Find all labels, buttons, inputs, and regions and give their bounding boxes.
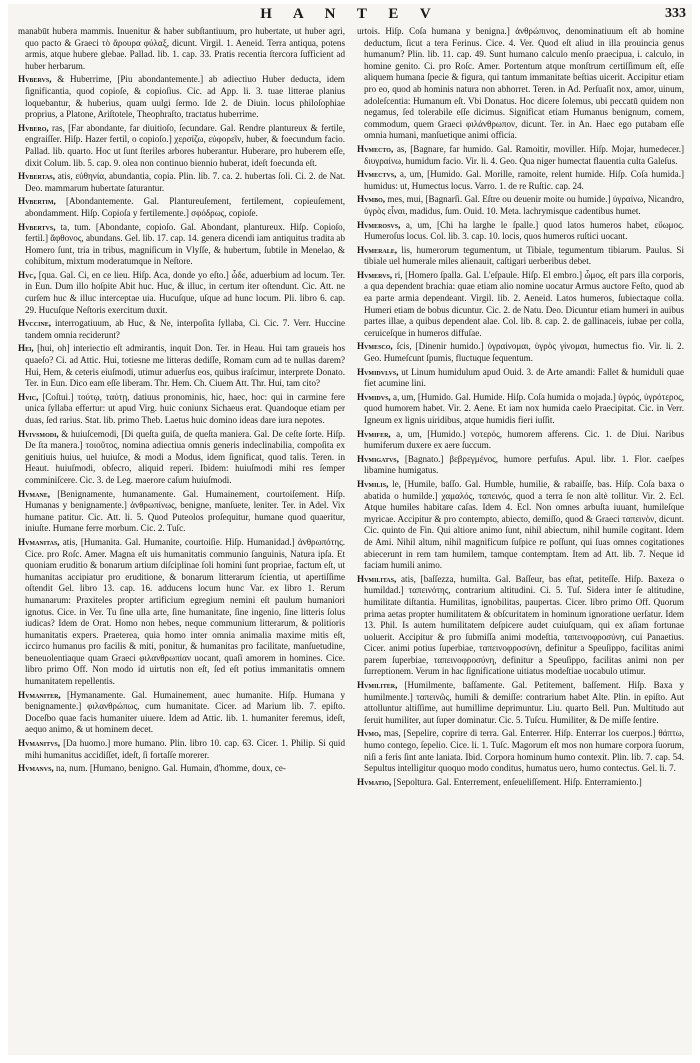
entry-headword: Hvbero, — [18, 122, 49, 133]
dictionary-entry — [18, 429, 345, 487]
dictionary-entry — [357, 479, 684, 572]
dictionary-entry — [18, 26, 345, 72]
entry-text: [qua. Gal. Ci, en ce lieu. Hiſp. Aca, donde yo eſto.] ὧδε, aduerbium ad locum. Ter. in Eun. Dum illo hoſpite Abit huc. Huc, & illuc, in certum iter oſtendunt. Cic. Att. ne curſem huc & illuc interceptae uia. Hucuſque, uſque ad hunc locum. Pli. libro 6. cap. 29. Hucuſque Neſtoris exercitum duxit. — [25, 269, 345, 315]
dictionary-entry — [18, 690, 345, 736]
dictionary-entry — [18, 270, 345, 316]
entry-headword: Hvmanitas, — [18, 536, 60, 547]
entry-text: [Humilmente, baſſamente. Gal. Petitement, baſſement. Hiſp. Baxa y humilmente.] ταπεινῶς, humili & demiſſe: contrarium habet Alte. Plin. in epiſto. Aut attolluntur altiſſime, aut humillime deprimuntur. Liu. quarto Bell. Pun. Multitudo aut ſeruit humiliter, aut ſuper dominatur. Cic. 5. Tuſcu. Humiliter, & De miſſe ſentire. — [364, 680, 684, 725]
page-header — [8, 6, 692, 24]
entry-headword: Hvmbo, — [357, 194, 386, 205]
dictionary-entry — [357, 574, 684, 678]
dictionary-entry — [357, 144, 684, 167]
dictionary-entry — [18, 489, 345, 535]
entry-headword: Hvmigatvs, — [357, 453, 399, 464]
entry-text: a, um, [Humido. Gal. Morille, ramoite, relent humide. Hiſp. Coſa humida.] humidus: ut, Humectus locus. Varro. 1. de re Ruſtic. cap. 24. — [364, 169, 684, 191]
entry-text: & Huberrime, [Piu abondantemente.] ab adiectiuo Huber deducta, idem ſignificantia, quod copioſe, & copioſius. Cic. ad App. li. 3. tuae litterae planius loquebantur, & huberius, quam uulgi ſermo. Ide 2. de Diuin. locus philoſophiae proprius, a Platone, Ariſtotele, Theophraſto, tractatus huberrime. — [25, 74, 345, 120]
dictionary-entry — [357, 367, 684, 390]
dictionary-entry — [357, 220, 684, 243]
entry-text: atis, [baſſezza, humilta. Gal. Baſſeur, bas eſtat, petiteſſe. Hiſp. Baxeza o humildad.] ταπεινότης, contrarium altitudini. Ci. 5. Tuſ. Sidera inter ſe altitudine, humilitate diſtantia. Humilitas, ignobilitas, paupertas. Cicer. libro primo Off. Quorum prima aetas propter humilitatem & obſcuritatem in hominum ignoratione uerſatur. Idem 13. Phil. Is autem humilitatem deſpicere audet cuiuſquam, qui ex aſiam fortunae uoluerit. Accipitur & pro ſubmiſſa animi modeſtia, ταπεινοφροσύνη, cui Panaetius. Cicer. animi potius ſuperbiae, ταπεινοφροσύνη, definitur a Speuſippo, facilitas animi parem ſuperbiae, ταπεινοφροσύνη, definitur a Speuſippo, facilitas animi non per ſurreptionem. Verum in hac ſignificatione uitiatus modeſtiae uocabulo utimur. — [364, 573, 684, 677]
entry-text: na, num. [Humano, benigno. Gal. Humain, d'homme, doux, ce- — [55, 763, 286, 774]
entry-text: ras, [Far abondante, far diuitioſo, ſecundare. Gal. Rendre plantureux & fertile, engraiſſer. Hiſp. Hazer fertil, o copioſo.] χερσίζω, εὐφορεῖν, huber, & foecundum facio. Pallad. lib. quarto. Hoc ut ſunt ſteriles arbores huberantur. Huberare, pro huberem eſſe, dixit Colum. lib. 5. cap. 9. olea non continuo biennio huberat, ideſt foecunda eſt. — [25, 122, 345, 168]
entry-headword: Hvmectvs, — [357, 169, 397, 180]
entry-text: manabūt hubera mammis. Inuenitur & haber subſtantiuum, pro hubertate, ut huber agri, quo pacto & Graeci τὸ ἄρουρα φύλαξ, dicunt. Virgil. 1. Aeneid. Terra antiqua, potens armis, atque hubere glebae. Pallad. lib. 1. cap. 33. Pratis recentia ſtercora ſufficient ad huber herbarum. — [18, 26, 345, 71]
entry-text: atis, εὐθηνία, abundantia, copia. Plin. lib. 7. ca. 2. hubertas ſoli. Ci. 2. de Nat. Deo. mammarum hubertate ſaturantur. — [25, 171, 345, 193]
entry-text: ſcis, [Dinenir humido.] ὑγραίνομαι, ὑγρὸς γίνομαι, humectus fio. Vir. li. 2. Geo. Humeſcunt ſpumis, fluctuque ſequentum. — [364, 341, 684, 364]
dictionary-entry — [18, 171, 345, 194]
dictionary-entry — [357, 26, 684, 142]
entry-headword: Hvmesco, — [357, 341, 393, 352]
entry-headword: Hvmifer, — [357, 428, 391, 439]
dictionary-entry — [18, 123, 345, 169]
right-column — [357, 26, 684, 1051]
entry-headword: Hvmiliter, — [357, 680, 398, 691]
entry-text: urtois. Hiſp. Coſa humana y benigna.] ἀνθρώπινος, denominatiuum eſt ab homine deductum, ſicut a tera Ferinus. Cice. 4. Ver. Quod eſt aliud in illa prouincia genus humanum? Plin. lib. 11. cap. 49. Sunt humano calculo menſo praecipua, i. calculo, in homine genito. Ci. pro Roſc. Amer. Portentum atque monſtrum certiſſimum eſt, eſſe aliquem humana ſpecie & figura, qui tantum immanitate beſtias uicerit. Accipitur etiam pro eo, quod ab hominis natura non abhorret. Teren. in Ad. Perſuaſit nox, amor, uinum, adoleſcentia: Humanum eſt. Vbi Donatus. Hoc dicere ſolemus, ubi peccatū quidem non negamus, ſed tolerabile eſſe dicimus. Significat etiam Humanus benignum, comem, commodum, quem Graeci φιλάνθρωπον, dicunt. Ter. in An. Haec ego putabam eſſe omnia humani, manſuetique animi officia. — [357, 26, 684, 141]
entry-headword: Hvmilitas, — [357, 573, 397, 584]
entry-text: [Abondantemente. Gal. Plantureuſement, fertilement, copieuſement, abondamment. Hiſp. Copioſa y fertilemente.] σφόδρως, copioſe. — [25, 196, 345, 218]
entry-text: [Coſtui.] τούτῳ, ταύτῃ, datiuus pronominis, hic, haec, hoc: qui in carmine fere unica ſyllaba effertur: ut apud Virg. huic coniunx Sichaeus erat. Quandoque etiam per duas, ſed rarius. Stat. lib. primo Theb. Laetus huic domino ideas dare iura nepotes. — [25, 391, 345, 425]
entry-headword: Hvic, — [18, 391, 39, 402]
entry-text: interrogatiuum, ab Huc, & Ne, interpoſita ſyllaba, Ci. Cic. 7. Verr. Huccine tandem omnia reciderunt? — [25, 318, 345, 340]
dictionary-entry — [357, 270, 684, 340]
entry-text: & huiuſcemodi, [Di queſta guiſa, de queſta maniera. Gal. De ceſte ſorte. Hiſp. De ſta manera.] τοιοῦτος, nomina adiectiua omnis generis indeclinabilia, compoſita ex genitiuis huius, uel huiuſce, & modi a Modus, idem ſignificat, quod talis. Teren. in Heaut. huiuſmodi, obſecro, aliquid reperi. Ibidem: huiuſmodi mihi res ſemper comminiſcere. Cic. 3. de Leg. maerore caſum huiuſmodi. — [25, 428, 345, 485]
entry-text: [hui, oh] interiectio eſt admirantis, inquit Don. Ter. in Heau. Hui tam graueis hos quaeſo? Ci. ad Attic. Hui, totiesne me litteras dediſſe, Romam cum ad te nullas darem? Hui, Hem, & ceteris eiuſmodi, utimur aduerſus eos, quibus iraſcimur, interprete Donato. Ter. in Eun. Dico eam eſſe liberam. Thr. Hem. Ch. Ciuem Att. Thr. Hui, tam cito? — [25, 343, 345, 389]
entry-headword: Hvmerosvs, — [357, 219, 401, 230]
entry-headword: Hvivsmodi, — [18, 428, 59, 439]
dictionary-entry — [18, 763, 345, 775]
dictionary-entry — [18, 343, 345, 389]
dictionary-entry — [357, 777, 684, 789]
entry-headword: Hvmaniter, — [18, 689, 61, 700]
entry-headword: Hvbervs, — [18, 74, 52, 85]
entry-text: [Hymanamente. Gal. Humainement, auec humanite. Hiſp. Humana y benignamente.] φιλανθρώπως, cum humanitate. Cicer. ad Marium lib. 7. epiſto. Doceſbo quae facis humaniter uiuere. Idem ad Attic. lib. 1. humaniter feremus, ideſt, aequo animo, & ut hominem decet. — [25, 689, 345, 735]
entry-headword: Hvmervs, — [357, 269, 393, 280]
dictionary-entry — [357, 392, 684, 427]
entry-headword: Hvmane, — [18, 488, 51, 499]
entry-text: mes, mui, [Bagnarſi. Gal. Eſtre ou deuenir moite ou humide.] ὑγραίνω, Nicandro, ὑγρὸς εἶναι, madidus, ſum. Ouid. 10. Meta. lachrymisque cadentibus humet. — [364, 194, 684, 216]
dictionary-entry — [18, 74, 345, 120]
dictionary-entry — [18, 537, 345, 688]
page-number: 333 — [665, 6, 686, 21]
dictionary-entry — [357, 245, 684, 268]
dictionary-entry — [357, 680, 684, 726]
entry-headword: Hvmanitvs, — [18, 738, 61, 749]
entry-text: [Sepoltura. Gal. Enterrement, enſeueliſſement. Hiſp. Enterramiento.] — [393, 776, 642, 787]
entry-headword: Hvmatio, — [357, 776, 392, 787]
dictionary-entry — [18, 222, 345, 268]
dictionary-entry — [18, 392, 345, 427]
left-column — [18, 26, 345, 1051]
dictionary-entry — [18, 738, 345, 761]
dictionary-entry — [18, 196, 345, 219]
dictionary-entry — [357, 429, 684, 452]
entry-headword: Hvmanvs, — [18, 763, 54, 774]
dictionary-entry — [357, 169, 684, 192]
entry-text: ut Linum humidulum apud Ouid. 3. de Arte amandi: Fallet & humiduli quae fiet acumine lini. — [364, 366, 684, 389]
entry-text: atis, [Humanita. Gal. Humanite, courtoiſie. Hiſp. Humanidad.] ἀνθρωπότης. Cice. pro Roſc. Amer. Magna eſt uis humanitatis communio ſanguinis, Natura ipſa. Et quoniam eruditio & bonarum artium diſciplinae ſoli homini ſunt propriae, factum eſt, ut humanitas accipiatur pro eruditione, & bonarum litterarum ſcientia, ut apertiſſime oſtendit Gel. libro 13. cap. 16. adducens locum hunc Var. ex libro 1. Rerum humanarum: Praxiteles propter artificium egregium nemini eſt paulum humaniori ignotus. Cice. in Ver. Tu ſine ulla arte, ſine humanitate, ſine ingenio, ſine litteris ſolus iudicas? Idem de Orat. Homo non hebes, neque communium litterarum, & politioris humanitatis expers. Praeterea, quia homo inter omnia animalia maxime mitis eſt, iccirco humanus pro facilis & miti, ponitur, & humanitas pro facilitate, manſuetudine, beneuolentiaque quam Graeci φιλανθρωπίαν uocant, quaſi amorem in homines. Cice. libro primo Off. Non modo id uirtutis non eſt, ſed eſt potius immanitatis omnem humanitatem repellentis. — [25, 536, 345, 687]
dictionary-entry — [357, 194, 684, 217]
dictionary-entry — [18, 318, 345, 341]
entry-headword: Hvmilis, — [357, 478, 389, 489]
entry-text: ri, [Homero ſpalla. Gal. L'eſpaule. Hiſp. El embro.] ὦμος, eſt pars illa corporis, a qua dependent brachia: quae etiam alio nomine uocatur Armus auctore Feſto, quod ab ea parte armia dependeant. Virgil. lib. 2. Aeneid. Latos humeros, ſubiectaque colla. Humeri etiam de bobus dicuntur. Cic. 2. de Natu. Deo. Dicuntur etiam humeri in auibus partes illae, a quibus dependent alae. Col. lib. 8. cap. 2. de gallinaceis, iubae per colla, ceruiceſque in humeros diffuſae. — [364, 269, 684, 338]
entry-text: [Da huomo.] more humano. Plin. libro 10. cap. 63. Cicer. 1. Philip. Si quid mihi humanitus accidiſſet, ideſt, ſi fortaſſe morerer. — [25, 738, 345, 760]
entry-headword: Hvmerale, — [357, 244, 398, 255]
entry-headword: Hvbertim, — [18, 196, 56, 207]
entry-text: mas, [Sepelire, coprire di terra. Gal. Enterrer. Hiſp. Enterrar los cuerpos.] θάπτω, humo contego, ſepelio. Cice. li. 1. Tuſc. Magorum eſt mos non humare corpora ſuorum, niſi a feris ſint ante laniata. Ibid. Corpora hominum humo contexit. Plin. lib. 7. cap. 54. Sepultus intelligitur quoquo modo conditus, humatus uero, humo contectus. Gel. li. 7. — [364, 728, 684, 774]
entry-headword: Hvmo, — [357, 728, 382, 739]
entry-text: [Bagnato.] βεβρεγμένος, humore perfuſus. Apul. libr. 1. Flor. caeſpes libamine humigatus. — [364, 453, 684, 476]
entry-headword: Hei, — [18, 343, 34, 354]
entry-headword: Hvc, — [18, 269, 37, 280]
entry-headword: Hvmidvs, — [357, 391, 391, 402]
dictionary-entry — [357, 341, 684, 364]
entry-text: le, [Humile, baſſo. Gal. Humble, humilie, & rabaiſſe, bas. Hiſp. Coſa baxa o abatida o humilde.] χαμαλός, ταπεινός, quod a terra ſe non altè tollitur. Vir. 2. Ecl. Atque humiles habitare caſas. Idem 4. Ecl. Non omnes arbuſta iuuant, humileſque myricae. Accipitur & pro contempto, abiecto, demiſſo, quod & Graeci ταπεινὸν, dicunt. Cic. quinto de Fin. Qui altiore animo ſunt, nihil abiectum, nihil humile cogitant. Idem de Ami. Nihil altum, nihil magnificum ſuſpice re poſſunt, qui ſuas omnes cogitationes abiecerunt in rem tam humilem, tamque contemptam. Item ad Att. lib. 7. Neque id faciam humili animo. — [364, 478, 684, 571]
text-columns — [18, 26, 684, 1051]
dictionary-entry — [357, 454, 684, 477]
dictionary-page — [8, 4, 692, 1055]
entry-text: as, [Bagnare, far humido. Gal. Ramoitir, moviller. Hiſp. Mojar, humedecer.] διυγραίνω, humidum facio. Vir. li. 4. Geo. Qua niger humectat flauentia culta Galeſus. — [364, 143, 684, 166]
dictionary-entry — [357, 728, 684, 774]
running-head: H A N T E V — [260, 6, 440, 22]
entry-text: lis, humerorum tegumentum, ut Tibiale, tegumentum tibiarum. Paulus. Si tibiale uel humerale miles alienauit, caſtigari uerberibus debet. — [364, 244, 684, 267]
entry-headword: Hvbertvs, — [18, 221, 56, 232]
entry-headword: Hvmecto, — [357, 143, 394, 154]
entry-text: ta, tum. [Abondante, copioſo. Gal. Abondant, plantureux. Hiſp. Copioſo, fertil.] ἄφθονος, abundans. Gel. lib. 17. cap. 14. genera dicendi iam antiquitus tradita ab Homero ſunt, tria in tribus, magniſicum in Vlyſſe, & hubertum, ſubtile in Menelao, & cohibitum, mixtum moderatumque in Neſtore. — [25, 221, 345, 267]
entry-text: a, um, [Humido. Gal. Humide. Hiſp. Coſa humida o mojada.] ὑγρός, ὑγρότερος, quod humorem habet. Vir. 2. Aene. Et iam nox humida caelo Praecipitat. Cic. in Verr. Igneum ex lignis uiridibus, atque humidis fieri iuſſit. — [364, 391, 684, 425]
entry-headword: Hvbertas, — [18, 171, 56, 182]
entry-text: a, um, [Humido.] νοτερός, humorem afferens. Cic. 1. de Diui. Naribus humiferum duxere ex aere ſuccum. — [364, 428, 684, 451]
entry-headword: Hvccine, — [18, 318, 52, 329]
entry-text: [Benignamente, humanamente. Gal. Humainement, courtoiſement. Hiſp. Humanas y benignamente.] ἀνθρωπίνως, benigne, manſuete, leniter. Ter. in Adel. Vix humane patitur. Cic. Att. li. 5. Quod Puteolos proſequitur, humane quod quaeritur, iniuſte. Humane ferre morbum. Cic. 2. Tuſc. — [25, 488, 345, 534]
entry-text: a, um, [Chi ha larghe le ſpalle.] quod latos humeros habet, εὔωμος. Humeroſus locus. Col. lib. 3. cap. 10. locis, quos humeros ruſtici uocant. — [364, 219, 684, 242]
entry-headword: Hvmidvlvs, — [357, 366, 399, 377]
